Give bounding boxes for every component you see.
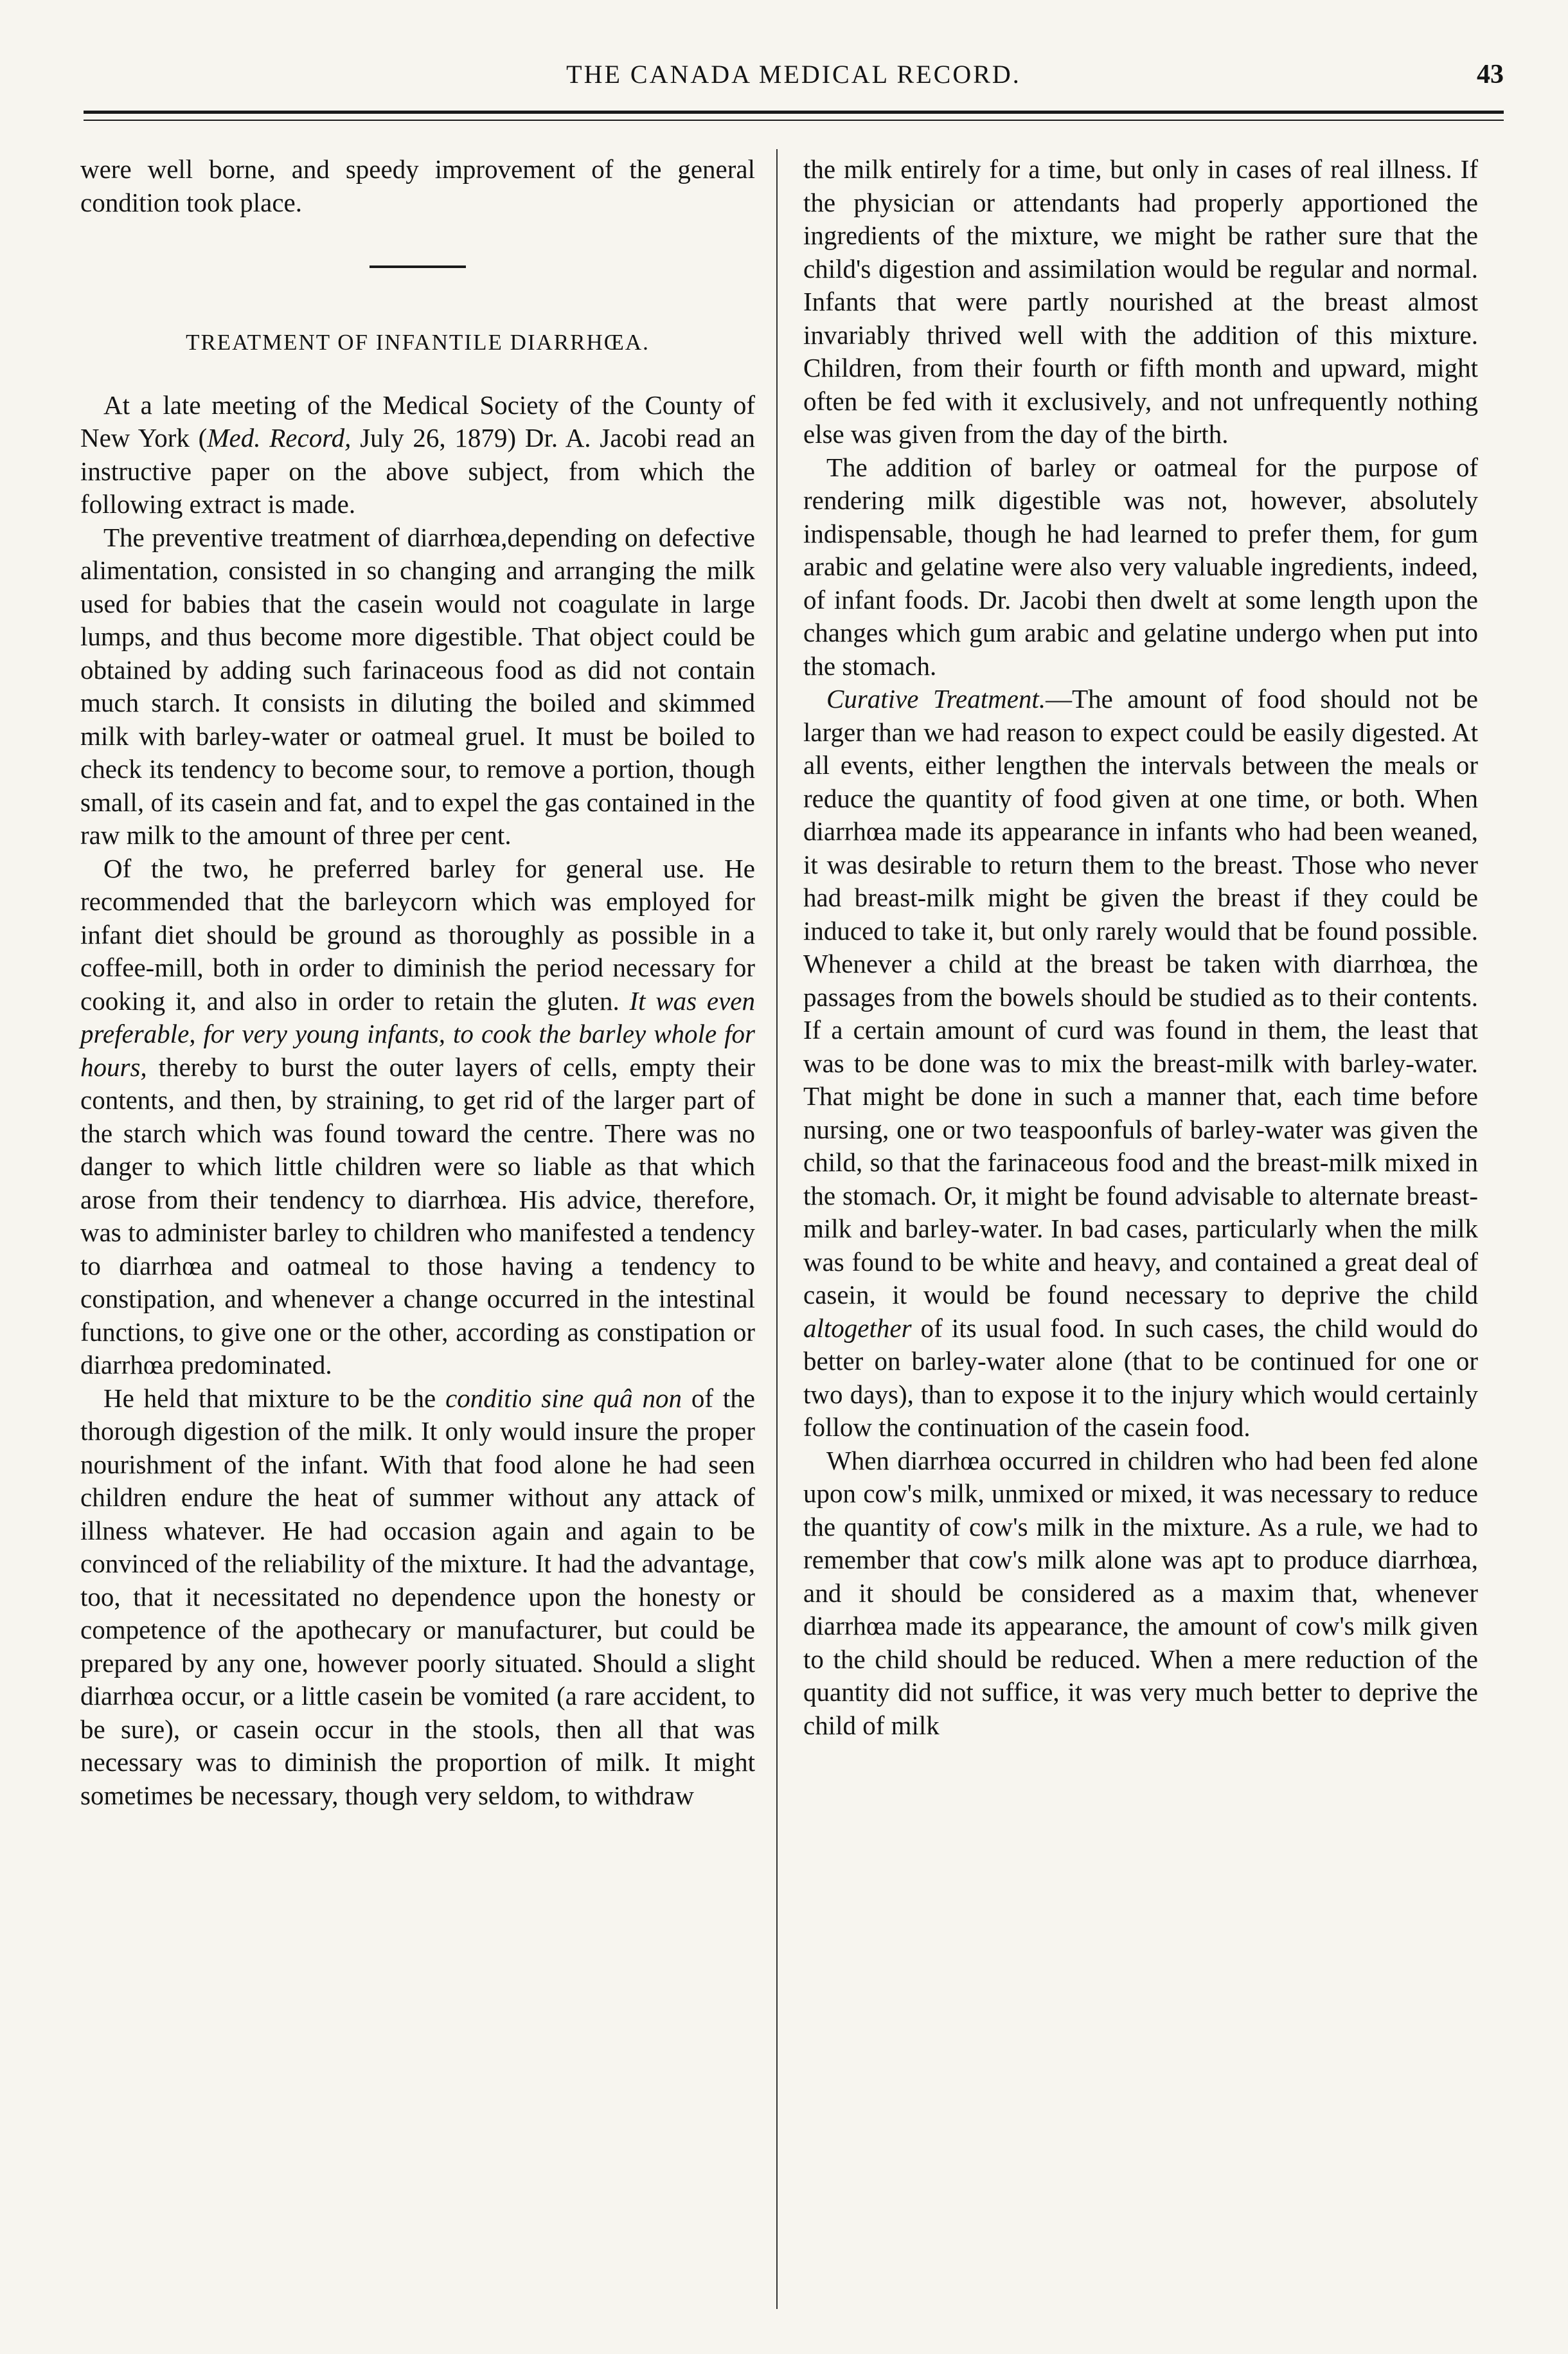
paragraph-text: He held that mixture to be the	[103, 1383, 446, 1413]
section-title: TREATMENT OF INFANTILE DIARRHŒA.	[186, 330, 650, 355]
subsection-heading: Curative Treatment.	[826, 684, 1046, 714]
article-paragraph	[803, 683, 1478, 1444]
paragraph-text: thereby to burst the outer layers of cells, empty their contents, and then, by straining, to get rid of the larger part of the starch which was found toward the centre. There was no danger to which little children were so liable as that which arose from their tendency to diarrhœa. His advice, therefore, was to administer barley to children who manifested a tendency to diarrhœa and oatmeal to those having a tendency to constipation, and whenever a change occurred in the intestinal functions, to give one or the other, according as constipation or diarrhœa predominated.	[80, 1052, 755, 1379]
running-head	[84, 59, 1504, 98]
section-separator	[370, 265, 466, 268]
article-paragraph: The preventive treatment of diarrhœa,depending on defective alimentation, consisted in so changing and arranging the milk used for babies that the casein would not coagulate in large lumps, and thus become more digestible. That object could be obtained by adding such farinaceous food as did not contain much starch. It consists in diluting the boiled and skimmed milk with barley-water or oatmeal gruel. It must be boiled to check its tendency to become sour, to remove a portion, though small, of its casein and fat, and to expel the gas contained in the raw milk to the amount of three per cent.	[80, 522, 755, 850]
right-column	[803, 153, 1478, 1742]
continuation-paragraph: were well borne, and speedy improvement of the general condition took place.	[80, 154, 755, 217]
italic-emphasis: altogether	[803, 1313, 912, 1343]
paragraph-text: —The amount of food should not be larger than we had reason to expect could be easily digested. At all events, either lengthen the intervals between the meals or reduce the quantity of food given at one time, or both. When diarrhœa made its appearance in infants who had been weaned, it was desirable to return them to the breast. Those who never had breast-milk might be given the breast if they could be induced to take it, but only rarely would that be found possible. Whenever a child at the breast be taken with diarrhœa, the passages from the bowels should be studied as to their contents. If a certain amount of curd was found in them, the least that was to be done was to mix the breast-milk with barley-water. That might be done in such a manner that, each time before nursing, one or two teaspoonfuls of barley-water was given the child, so that the farinaceous food and the breast-milk mixed in the stomach. Or, it might be found advisable to alternate breast-milk and barley-water. In bad cases, particularly when the milk was found to be white and heavy, and contained a great deal of casein, it would be found necessary to deprive the child	[803, 684, 1478, 1309]
article-paragraph: The addition of barley or oatmeal for the purpose of rendering milk digestible was not, however, absolutely indispensable, though he had learned to prefer them, for gum arabic and gelatine were also very valuable ingredients, indeed, of infant foods. Dr. Jacobi then dwelt at some length upon the changes which gum arabic and gelatine undergo when put into the stomach.	[803, 452, 1478, 681]
italic-emphasis: It was even preferable, for very young infants, to cook the barley whole for hours,	[80, 985, 755, 1082]
header-rule-thin	[84, 120, 1504, 121]
header-rule-thick	[84, 111, 1504, 114]
page-number: 43	[1477, 60, 1504, 89]
latin-phrase: conditio sine quâ non	[445, 1383, 682, 1413]
paragraph-text: At a late meeting of the Medical Society of the County of New York (	[80, 390, 755, 453]
article-paragraph	[80, 1382, 755, 1813]
citation: Med. Record,	[207, 423, 352, 453]
paragraph-text: Of the two, he preferred barley for general use. He recommended that the barleycorn which was employed for infant diet should be ground as thoroughly as possible in a coffee-mill, both in order to diminish the period necessary for cooking it, and also in order to retain the gluten.	[80, 853, 755, 1016]
article-paragraph	[80, 852, 755, 1382]
column-divider	[776, 149, 778, 2309]
paragraph-text: of the thorough digestion of the milk. It only would insure the proper nourishment of the infant. With that food alone he had seen children endure the heat of summer without any attack of illness whatever. He had occasion again and again to be convinced of the reliability of the mixture. It had the advantage, too, that it necessitated no dependence upon the honesty or competence of the apothecary or manufacturer, but could be prepared by any one, however poorly situated. Should a slight diarrhœa occur, or a little casein be vomited (a rare accident, to be sure), or casein occur in the stools, then all that was necessary was to diminish the proportion of milk. It might sometimes be necessary, though very seldom, to withdraw	[80, 1383, 755, 1810]
article-paragraph: the milk entirely for a time, but only in cases of real illness. If the physician or attendants had properly apportioned the ingredients of the mixture, we might be rather sure that the child's digestion and assimilation would be regular and normal. Infants that were partly nourished at the breast almost invariably thrived well with the addition of this mixture. Children, from their fourth or fifth month and upward, might often be fed with it exclusively, and not unfrequently nothing else was given from the day of the birth.	[803, 154, 1478, 449]
paragraph-text: July 26, 1879) Dr. A. Jacobi read an instructive paper on the above subject, from which the following extract is made.	[80, 423, 755, 519]
journal-title: THE CANADA MEDICAL RECORD.	[566, 60, 1021, 89]
left-column	[80, 153, 755, 1812]
article-paragraph	[80, 389, 755, 521]
article-paragraph: When diarrhœa occurred in children who had been fed alone upon cow's milk, unmixed or mixed, it was necessary to reduce the quantity of cow's milk in the mixture. As a rule, we had to remember that cow's milk alone was apt to produce diarrhœa, and it should be considered as a maxim that, whenever diarrhœa made its appearance, the amount of cow's milk given to the child should be reduced. When a mere reduction of the quantity did not suffice, it was very much better to deprive the child of milk	[803, 1445, 1478, 1740]
paragraph-text: of its usual food. In such cases, the child would do better on barley-water alone (that to be continued for one or two days), than to expose it to the injury which would certainly follow the continuation of the casein food.	[803, 1313, 1478, 1442]
